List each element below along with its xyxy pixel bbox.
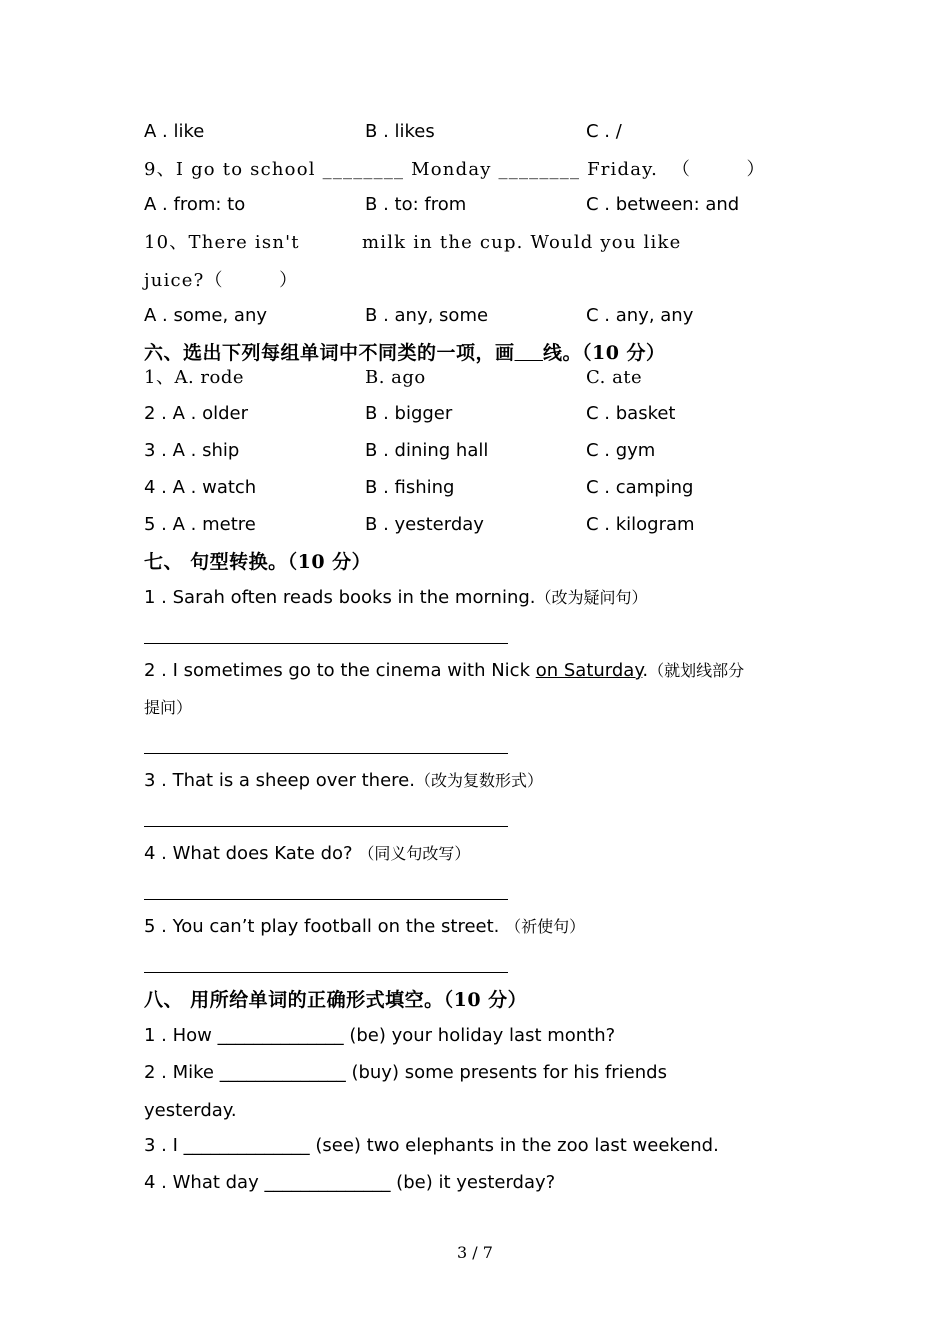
s8-q2-line2: yesterday. <box>144 1100 237 1121</box>
s7-q2-post: . <box>642 660 649 681</box>
s7-q1 <box>144 586 648 610</box>
s6-item5-a: 5 . A . metre <box>144 514 256 535</box>
s6-item1-a: 1、A. rode <box>144 367 245 388</box>
q10-option-c: C . any, any <box>586 305 694 326</box>
s7-q5-text: 5 . You can’t play football on the street. <box>144 916 506 937</box>
s7-q2-pre: 2 . I sometimes go to the cinema with Nick <box>144 660 536 681</box>
q9-question: 9、I go to school ________ Monday ________ Friday. （ ） <box>144 159 766 180</box>
s6-item2-b: B . bigger <box>365 403 453 424</box>
q10-question-line1: 10、There isn't milk in the cup. Would you like <box>144 232 682 253</box>
page-number: 3 / 7 <box>457 1243 493 1262</box>
s7-q1-text: 1 . Sarah often reads books in the morning. <box>144 587 536 608</box>
s7-q5-answer-line[interactable] <box>144 972 508 973</box>
s7-q2-answer-line[interactable] <box>144 753 508 754</box>
s7-q4-note: （同义句改写） <box>358 844 471 863</box>
s7-q1-answer-line[interactable] <box>144 643 508 644</box>
section6-title-post: 线。（10 分） <box>542 342 666 364</box>
s7-q4 <box>144 842 470 866</box>
s8-q2-line1: 2 . Mike ______________ (buy) some presents for his friends <box>144 1062 667 1083</box>
s7-q2-note2: 提问） <box>144 698 193 717</box>
section6-title-blank <box>515 342 543 364</box>
s7-q3-note: （改为复数形式） <box>414 771 543 790</box>
section6-title-pre: 六、选出下列每组单词中不同类的一项，画 <box>144 342 515 364</box>
q8-option-b: B . likes <box>365 121 435 142</box>
s6-item3-a: 3 . A . ship <box>144 440 240 461</box>
section8-title: 八、 用所给单词的正确形式填空。（10 分） <box>144 989 528 1011</box>
s6-item5-c: C . kilogram <box>586 514 695 535</box>
s7-q3-text: 3 . That is a sheep over there. <box>144 770 415 791</box>
q9-option-a: A . from: to <box>144 194 246 215</box>
s7-q5 <box>144 915 585 939</box>
s6-item2-c: C . basket <box>586 403 676 424</box>
s7-q4-text: 4 . What does Kate do? <box>144 843 359 864</box>
s7-q4-answer-line[interactable] <box>144 899 508 900</box>
q8-option-c: C . / <box>586 121 622 142</box>
s6-item2-a: 2 . A . older <box>144 403 249 424</box>
s7-q2-note1: （就划线部分 <box>648 661 745 680</box>
s6-item4-b: B . fishing <box>365 477 455 498</box>
q9-option-b: B . to: from <box>365 194 467 215</box>
s8-q3: 3 . I ______________ (see) two elephants in the zoo last weekend. <box>144 1135 719 1156</box>
s8-q1: 1 . How ______________ (be) your holiday last month? <box>144 1025 616 1046</box>
s6-item3-c: C . gym <box>586 440 656 461</box>
q9-option-c: C . between: and <box>586 194 740 215</box>
s6-item4-a: 4 . A . watch <box>144 477 257 498</box>
s7-q3 <box>144 769 543 793</box>
section6-title <box>144 341 666 365</box>
s8-q4: 4 . What day ______________ (be) it yesterday? <box>144 1172 556 1193</box>
s6-item1-b: B. ago <box>365 367 426 388</box>
s6-item4-c: C . camping <box>586 477 694 498</box>
q10-option-b: B . any, some <box>365 305 489 326</box>
s6-item1-c: C. ate <box>586 367 643 388</box>
s7-q2 <box>144 659 744 683</box>
s6-item5-b: B . yesterday <box>365 514 484 535</box>
section7-title: 七、 句型转换。（10 分） <box>144 551 372 573</box>
q10-option-a: A . some, any <box>144 305 268 326</box>
s7-q5-note: （祈使句） <box>505 917 586 936</box>
q8-option-a: A . like <box>144 121 205 142</box>
s7-q3-answer-line[interactable] <box>144 826 508 827</box>
s7-q1-note: （改为疑问句） <box>535 588 648 607</box>
q10-question-line2: juice?（ ） <box>144 270 299 291</box>
s6-item3-b: B . dining hall <box>365 440 489 461</box>
s7-q2-underlined: on Saturday <box>535 660 643 681</box>
